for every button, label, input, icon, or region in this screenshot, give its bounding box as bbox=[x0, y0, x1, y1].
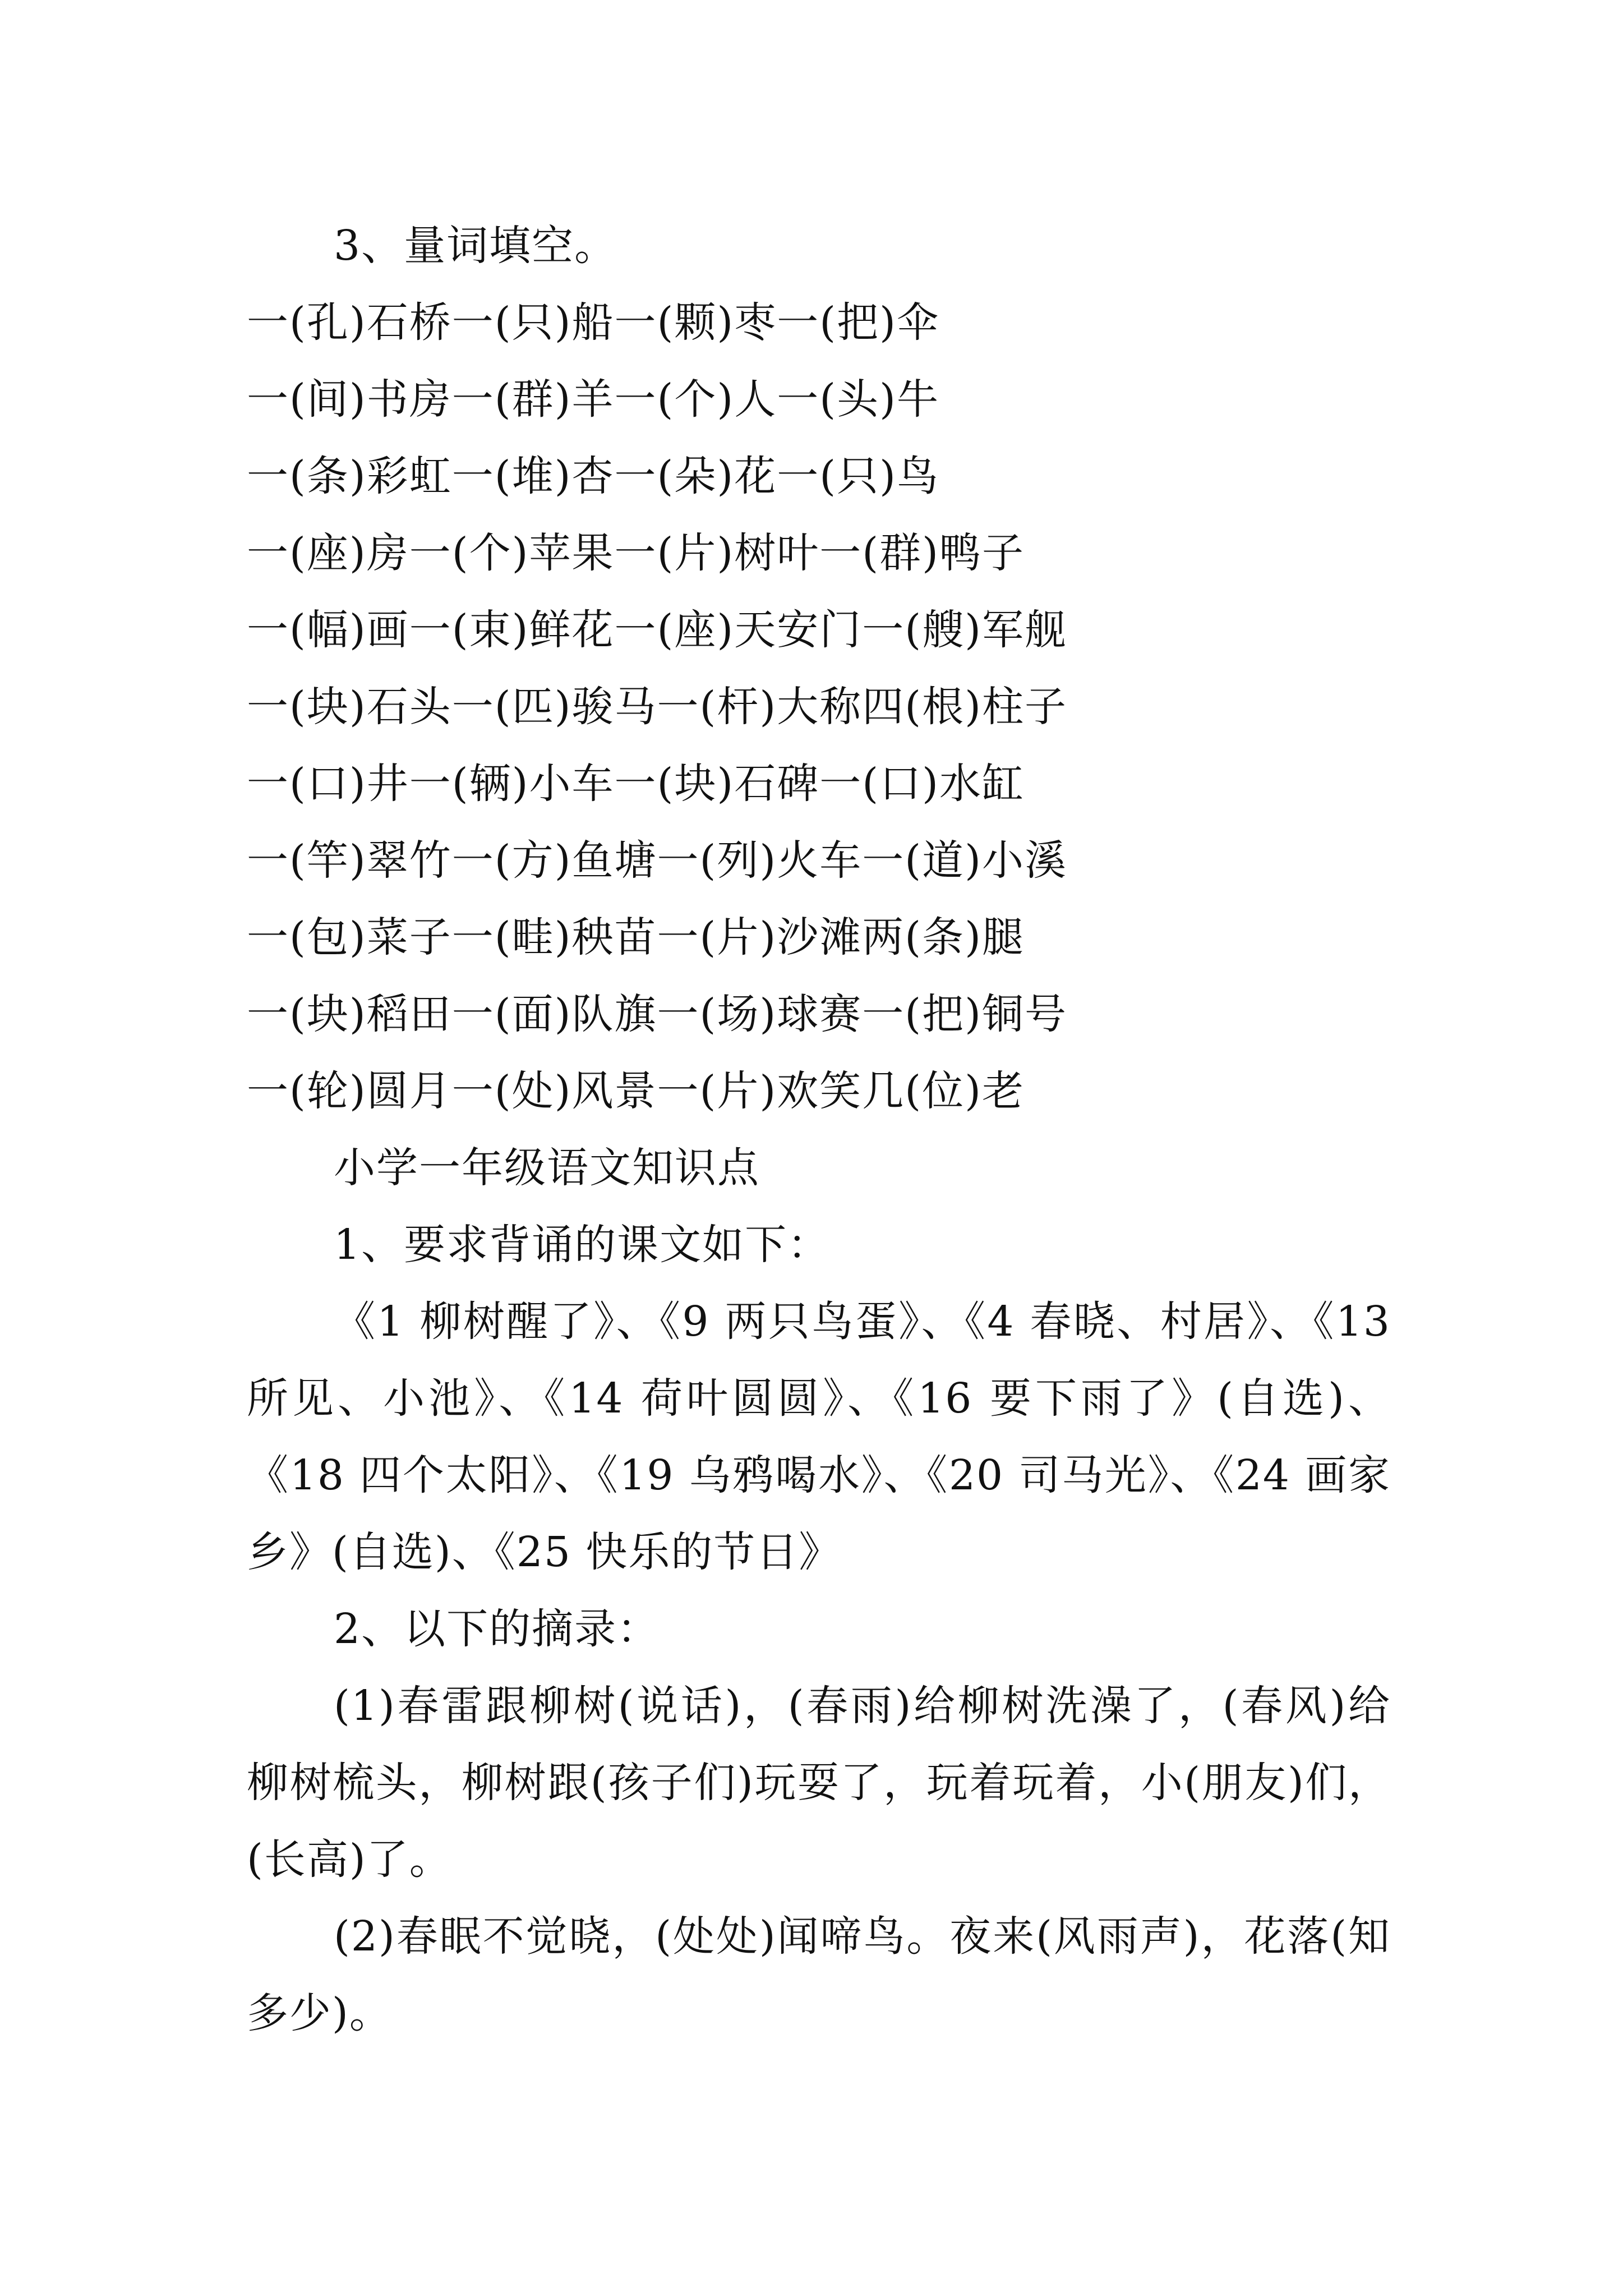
measure-word-line: 一(包)菜子一(畦)秧苗一(片)沙滩两(条)腿 bbox=[247, 913, 1025, 961]
recitation-list: 《1 柳树醒了》、《9 两只鸟蛋》、《4 春晓、村居》、《13 所见、小池》、《14 荷叶圆圆》、《16 要下雨了》(自选)、《18 四个太阳》、《19 乌鸦喝水》、《20 司马光》、《24 画家乡》(自选)、《25 快乐的节日》 bbox=[247, 1297, 1391, 1576]
measure-word-line: 一(条)彩虹一(堆)杏一(朵)花一(只)鸟 bbox=[247, 452, 939, 500]
measure-word-line: 一(孔)石桥一(只)船一(颗)枣一(把)伞 bbox=[247, 298, 939, 347]
item-heading: 1、要求背诵的课文如下： bbox=[334, 1221, 831, 1269]
measure-word-line: 一(竿)翠竹一(方)鱼塘一(列)火车一(道)小溪 bbox=[247, 836, 1067, 885]
document-body bbox=[247, 208, 1391, 2052]
section-heading: 3、量词填空。 bbox=[334, 222, 617, 270]
measure-word-line: 一(座)房一(个)苹果一(片)树叶一(群)鸭子 bbox=[247, 529, 1025, 577]
measure-word-line: 一(间)书房一(群)羊一(个)人一(头)牛 bbox=[247, 375, 939, 424]
measure-word-line: 一(块)石头一(匹)骏马一(杆)大称四(根)柱子 bbox=[247, 683, 1067, 731]
measure-word-line: 一(口)井一(辆)小车一(块)石碑一(口)水缸 bbox=[247, 760, 1025, 808]
measure-word-line: 一(块)稻田一(面)队旗一(场)球赛一(把)铜号 bbox=[247, 990, 1067, 1038]
measure-word-line: 一(轮)圆月一(处)风景一(片)欢笑几(位)老 bbox=[247, 1067, 1025, 1115]
knowledge-title: 小学一年级语文知识点 bbox=[334, 1144, 760, 1192]
measure-word-line: 一(幅)画一(束)鲜花一(座)天安门一(艘)军舰 bbox=[247, 606, 1067, 654]
excerpt-paragraph: (2)春眠不觉晓，(处处)闻啼鸟。夜来(风雨声)，花落(知多少)。 bbox=[247, 1912, 1391, 2037]
item-heading: 2、以下的摘录： bbox=[334, 1605, 660, 1653]
excerpt-paragraph: (1)春雷跟柳树(说话)，(春雨)给柳树洗澡了，(春风)给柳树梳头，柳树跟(孩子们)玩耍了，玩着玩着，小(朋友)们，(长高)了。 bbox=[247, 1682, 1391, 1884]
